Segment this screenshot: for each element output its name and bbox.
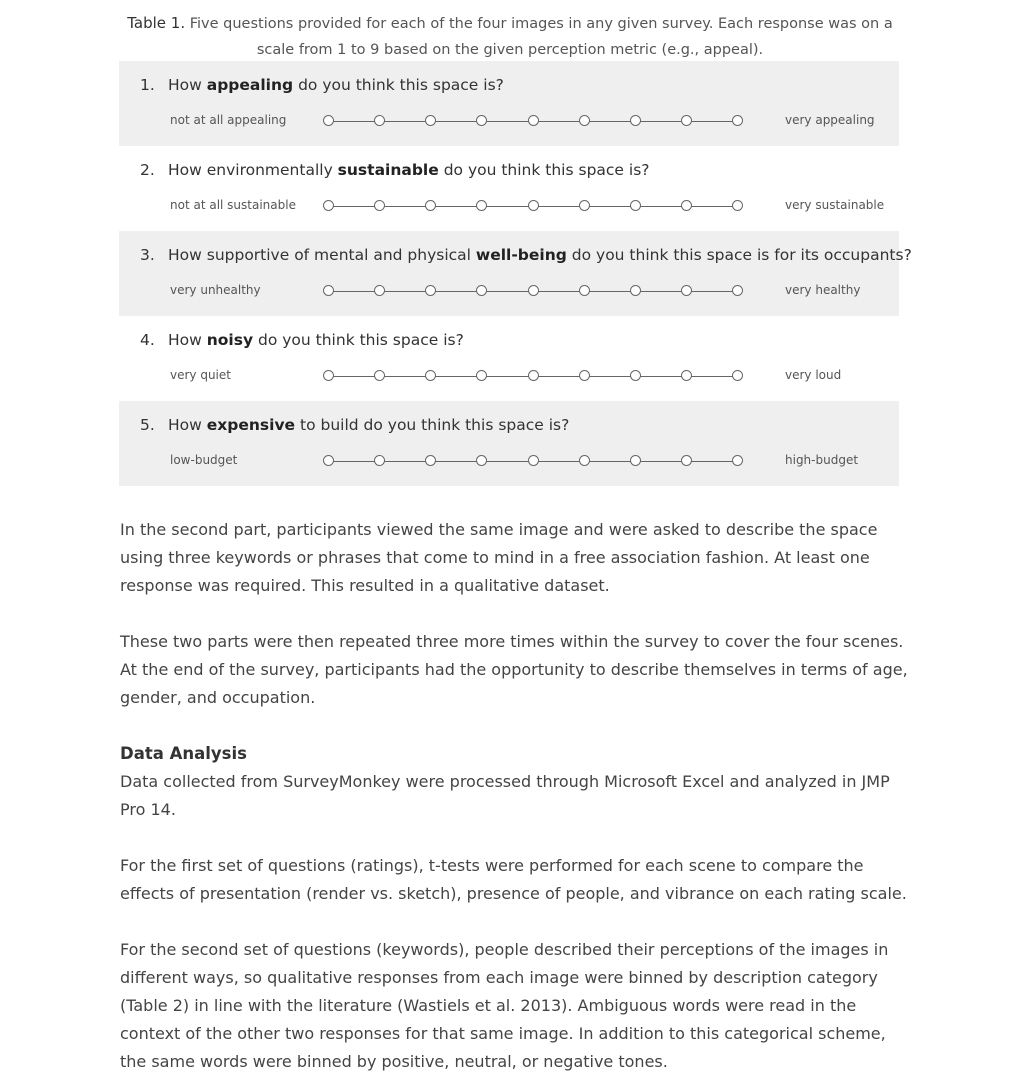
- question-title: 1. How appealing do you think this space is?: [140, 76, 504, 94]
- question-row: [119, 146, 899, 231]
- scale-option-8[interactable]: [681, 370, 692, 381]
- scale-option-5[interactable]: [528, 115, 539, 126]
- scale-option-4[interactable]: [476, 200, 487, 211]
- scale-min-label: very quiet: [170, 368, 231, 382]
- scale-option-7[interactable]: [630, 200, 641, 211]
- scale-option-1[interactable]: [323, 200, 334, 211]
- scale-option-4[interactable]: [476, 285, 487, 296]
- scale-option-6[interactable]: [579, 200, 590, 211]
- scale-option-7[interactable]: [630, 370, 641, 381]
- scale-option-3[interactable]: [425, 285, 436, 296]
- section-heading: Data Analysis: [120, 744, 247, 763]
- rating-scale: [323, 285, 743, 297]
- scale-option-1[interactable]: [323, 370, 334, 381]
- table-caption: [120, 10, 900, 63]
- scale-option-1[interactable]: [323, 455, 334, 466]
- scale-option-2[interactable]: [374, 370, 385, 381]
- rating-scale: [323, 200, 743, 212]
- scale-option-3[interactable]: [425, 115, 436, 126]
- scale-option-3[interactable]: [425, 370, 436, 381]
- scale-option-6[interactable]: [579, 455, 590, 466]
- rating-scale: [323, 455, 743, 467]
- scale-option-7[interactable]: [630, 455, 641, 466]
- paragraph-keywords-analysis: For the second set of questions (keywords), people described their perceptions of the images in different ways, so qualitative responses from each image were binned by description category (Table 2) in line with the literature (Wastiels et al. 2013). Ambiguous words were read in the context of the other two responses for that same image. In addition to this categorical scheme, the same words were binned by positive, neutral, or negative tones.: [120, 940, 889, 1071]
- paragraph-ratings-analysis: For the first set of questions (ratings), t-tests were performed for each scene to compare the effects of presentation (render vs. sketch), presence of people, and vibrance on each rating scale.: [120, 856, 907, 903]
- scale-max-label: very appealing: [785, 113, 875, 127]
- paragraph-repetition: These two parts were then repeated three more times within the survey to cover the four scenes. At the end of the survey, participants had the opportunity to describe themselves in terms of age, gender, and occupation.: [120, 632, 908, 707]
- questions-table: [119, 61, 912, 486]
- scale-option-8[interactable]: [681, 115, 692, 126]
- scale-option-2[interactable]: [374, 285, 385, 296]
- question-row: [119, 401, 899, 486]
- scale-option-9[interactable]: [732, 370, 743, 381]
- scale-option-1[interactable]: [323, 115, 334, 126]
- scale-max-label: very loud: [785, 368, 842, 382]
- scale-min-label: not at all appealing: [170, 113, 287, 127]
- scale-option-9[interactable]: [732, 455, 743, 466]
- scale-min-label: low-budget: [170, 453, 238, 467]
- scale-min-label: very unhealthy: [170, 283, 261, 297]
- scale-option-8[interactable]: [681, 200, 692, 211]
- scale-option-1[interactable]: [323, 285, 334, 296]
- question-title: 4. How noisy do you think this space is?: [140, 331, 464, 349]
- table-label: Table 1.: [127, 14, 186, 32]
- scale-option-9[interactable]: [732, 115, 743, 126]
- scale-option-5[interactable]: [528, 285, 539, 296]
- scale-option-9[interactable]: [732, 200, 743, 211]
- rating-scale: [323, 115, 743, 127]
- scale-option-6[interactable]: [579, 370, 590, 381]
- paragraph-data-collection: Data collected from SurveyMonkey were processed through Microsoft Excel and analyzed in JMP Pro 14.: [120, 772, 890, 819]
- scale-option-6[interactable]: [579, 285, 590, 296]
- scale-option-8[interactable]: [681, 455, 692, 466]
- scale-option-7[interactable]: [630, 115, 641, 126]
- question-title: 3. How supportive of mental and physical well-being do you think this space is for its occupants?: [140, 246, 912, 264]
- scale-max-label: very sustainable: [785, 198, 885, 212]
- question-row: [119, 316, 899, 401]
- paragraph-free-association: In the second part, participants viewed the same image and were asked to describe the space using three keywords or phrases that come to mind in a free association fashion. At least one response was required. This resulted in a qualitative dataset.: [120, 520, 878, 595]
- scale-max-label: high-budget: [785, 453, 859, 467]
- scale-option-2[interactable]: [374, 115, 385, 126]
- scale-max-label: very healthy: [785, 283, 861, 297]
- scale-option-3[interactable]: [425, 455, 436, 466]
- scale-option-5[interactable]: [528, 455, 539, 466]
- scale-option-4[interactable]: [476, 370, 487, 381]
- scale-option-8[interactable]: [681, 285, 692, 296]
- scale-option-2[interactable]: [374, 200, 385, 211]
- scale-min-label: not at all sustainable: [170, 198, 296, 212]
- question-row: [119, 61, 899, 146]
- question-row: [119, 231, 912, 316]
- question-title: 5. How expensive to build do you think this space is?: [140, 416, 570, 434]
- scale-option-4[interactable]: [476, 115, 487, 126]
- scale-option-5[interactable]: [528, 200, 539, 211]
- scale-option-5[interactable]: [528, 370, 539, 381]
- scale-option-6[interactable]: [579, 115, 590, 126]
- caption-text-line1: Five questions provided for each of the four images in any given survey. Each response was on a: [185, 16, 893, 32]
- scale-option-3[interactable]: [425, 200, 436, 211]
- question-title: 2. How environmentally sustainable do you think this space is?: [140, 161, 650, 179]
- scale-option-4[interactable]: [476, 455, 487, 466]
- scale-option-2[interactable]: [374, 455, 385, 466]
- scale-option-7[interactable]: [630, 285, 641, 296]
- rating-scale: [323, 370, 743, 382]
- scale-option-9[interactable]: [732, 285, 743, 296]
- caption-text-line2: scale from 1 to 9 based on the given perception metric (e.g., appeal).: [256, 42, 764, 58]
